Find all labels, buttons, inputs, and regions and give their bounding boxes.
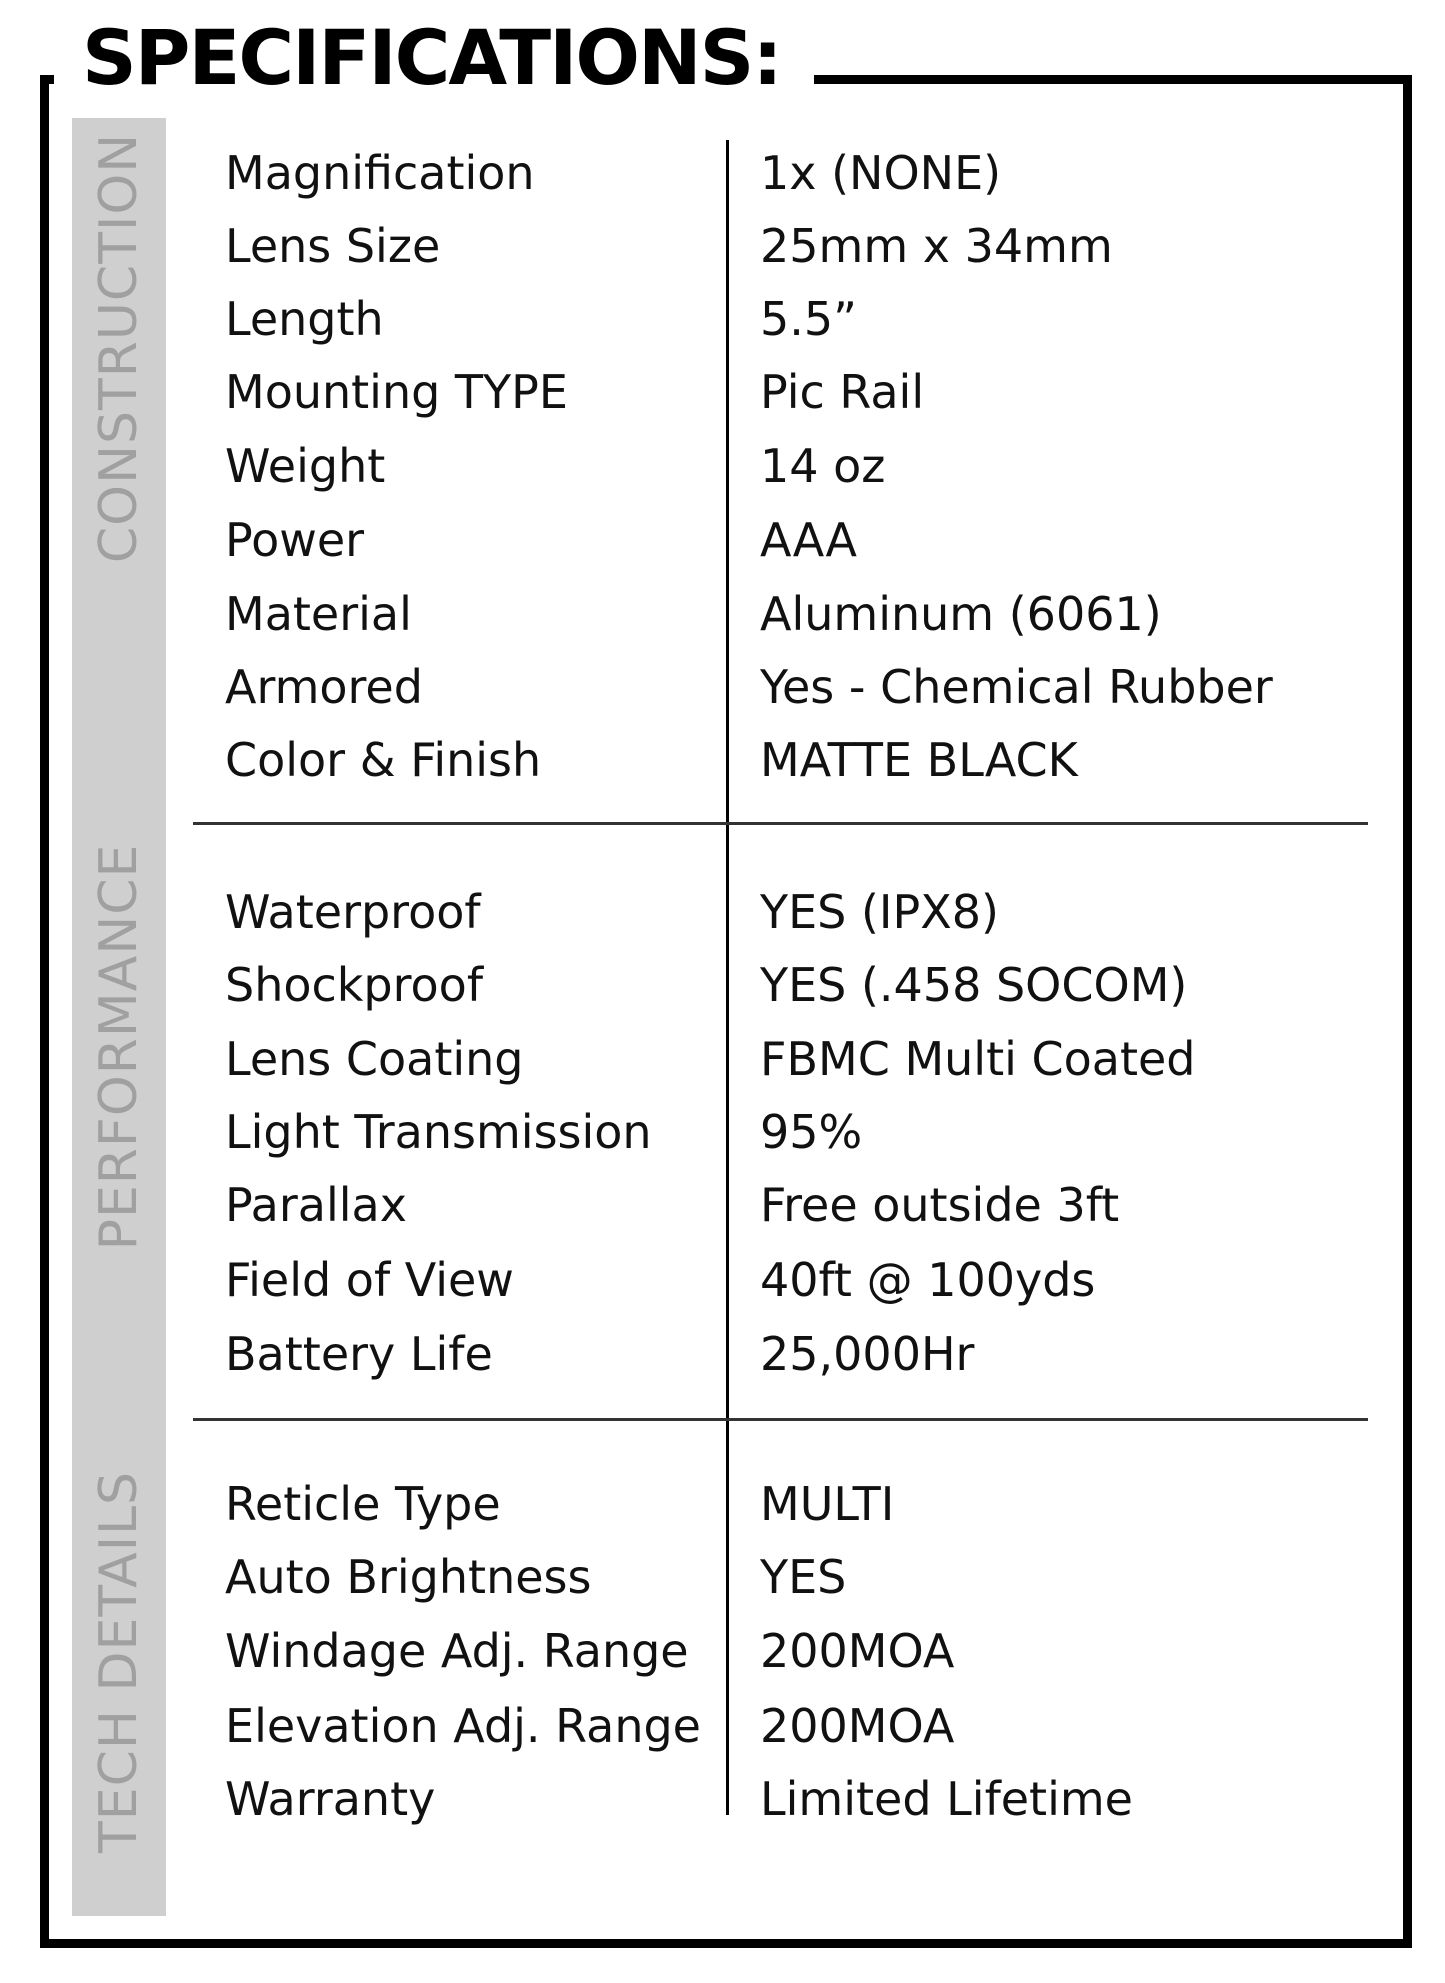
spec-label: Shockproof xyxy=(225,958,484,1012)
spec-value: Limited Lifetime xyxy=(760,1772,1133,1826)
spec-label: Field of View xyxy=(225,1253,514,1307)
spec-value: FBMC Multi Coated xyxy=(760,1032,1196,1086)
spec-value: 1x (NONE) xyxy=(760,146,1002,200)
section-divider xyxy=(193,822,1368,825)
spec-label: Weight xyxy=(225,439,386,493)
spec-label: Armored xyxy=(225,660,423,714)
spec-value: YES xyxy=(760,1550,847,1604)
spec-value: 14 oz xyxy=(760,439,886,493)
spec-value: MULTI xyxy=(760,1477,895,1531)
spec-value: 200MOA xyxy=(760,1699,955,1753)
spec-label: Mounting TYPE xyxy=(225,365,568,419)
section-label-text: TECH DETAILS xyxy=(89,1470,149,1854)
spec-label: Auto Brightness xyxy=(225,1550,592,1604)
section-label-text: PERFORMANCE xyxy=(89,843,149,1251)
spec-label: Material xyxy=(225,587,412,641)
spec-label: Lens Coating xyxy=(225,1032,524,1086)
spec-value: Free outside 3ft xyxy=(760,1178,1120,1232)
page-title: SPECIFICATIONS: xyxy=(82,13,781,102)
spec-value: MATTE BLACK xyxy=(760,733,1078,787)
spec-label: Battery Life xyxy=(225,1327,493,1381)
section-label-text: CONSTRUCTION xyxy=(89,132,149,564)
section-divider xyxy=(193,1418,1368,1421)
spec-label: Parallax xyxy=(225,1178,407,1232)
spec-label: Length xyxy=(225,292,384,346)
spec-value: 25mm x 34mm xyxy=(760,219,1113,273)
spec-label: Power xyxy=(225,513,365,567)
spec-value: Yes - Chemical Rubber xyxy=(760,660,1273,714)
spec-value: 5.5” xyxy=(760,292,857,346)
spec-value: 95% xyxy=(760,1105,863,1159)
spec-value: YES (.458 SOCOM) xyxy=(760,958,1188,1012)
spec-value: 25,000Hr xyxy=(760,1327,975,1381)
spec-value: YES (IPX8) xyxy=(760,885,999,939)
spec-label: Magnification xyxy=(225,146,535,200)
spec-label: Elevation Adj. Range xyxy=(225,1699,701,1753)
spec-label: Light Transmission xyxy=(225,1105,652,1159)
spec-label: Windage Adj. Range xyxy=(225,1624,689,1678)
spec-label: Reticle Type xyxy=(225,1477,501,1531)
spec-value: 40ft @ 100yds xyxy=(760,1253,1096,1307)
spec-label: Color & Finish xyxy=(225,733,542,787)
spec-label: Waterproof xyxy=(225,885,481,939)
spec-label: Lens Size xyxy=(225,219,441,273)
column-divider xyxy=(726,140,729,1815)
spec-value: Aluminum (6061) xyxy=(760,587,1162,641)
spec-value: 200MOA xyxy=(760,1624,955,1678)
spec-value: AAA xyxy=(760,513,857,567)
spec-label: Warranty xyxy=(225,1772,436,1826)
spec-value: Pic Rail xyxy=(760,365,925,419)
